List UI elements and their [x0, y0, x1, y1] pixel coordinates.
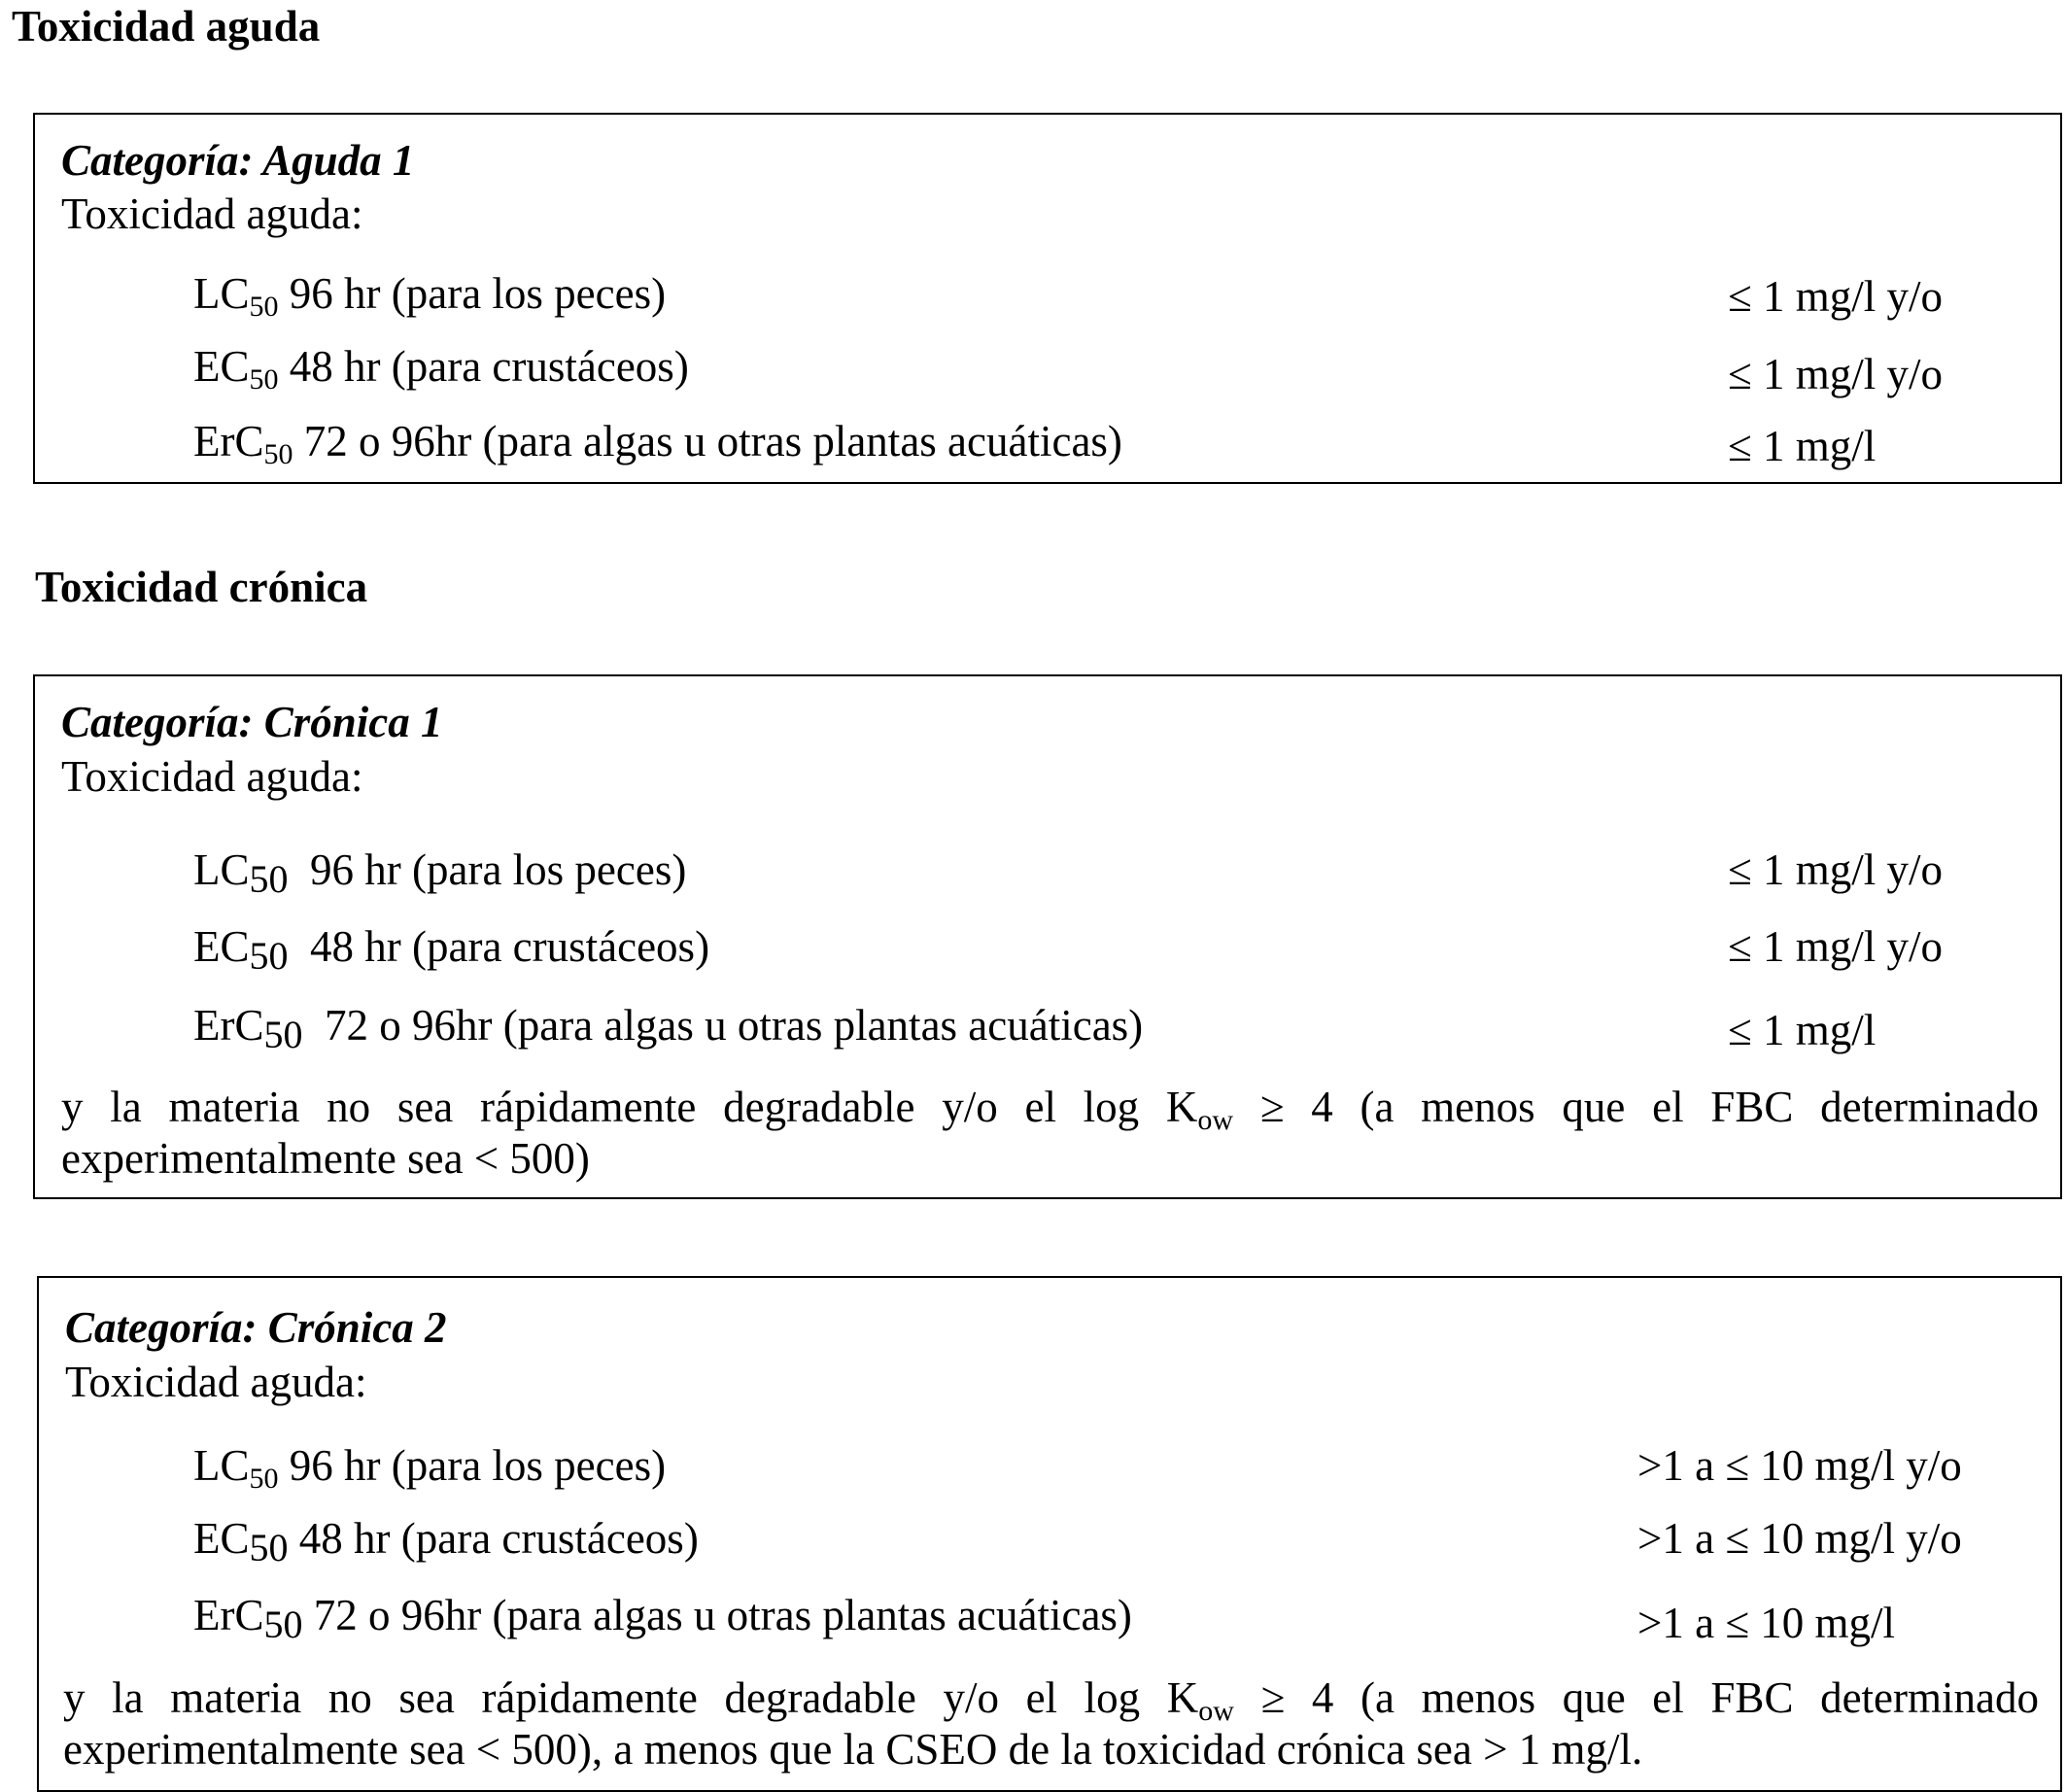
criterion-label-crustaceans: EC50 48 hr (para crustáceos): [193, 1514, 699, 1569]
criterion-value-crustaceans: >1 a ≤ 10 mg/l y/o: [1637, 1514, 1962, 1563]
criterion-label-algae: ErC50 72 o 96hr (para algas u otras plantas acuáticas): [193, 1591, 1132, 1646]
category-note: y la materia no sea rápidamente degradable y/o el $\log K_{ow} \ge 4$ (a menos que el FBC determinado experimentalmente sea < 500), a menos que la CSEO de la toxicidad crónica sea > 1 mg/l.: [63, 1673, 2039, 1774]
criterion-label-crustaceans: EC50 48 hr (para crustáceos): [193, 922, 710, 978]
category-title: Categoría: Crónica 1: [61, 698, 443, 746]
category-subtitle: Toxicidad aguda:: [61, 190, 363, 238]
criterion-value-algae: ≤ 1 mg/l: [1728, 1006, 1877, 1054]
criterion-label-fish: $LC_{50}$ 96 hr (para los peces): [193, 269, 667, 323]
category-note: y la materia no sea rápidamente degradable y/o el $\log K_{ow} \ge 4$ (a menos que el FBC determinado experimentalmente sea < 500): [61, 1083, 2040, 1183]
category-subtitle: Toxicidad aguda:: [65, 1358, 367, 1406]
criterion-label-fish: $LC_{50}$ 96 hr (para los peces): [193, 1441, 667, 1495]
category-subtitle: Toxicidad aguda:: [61, 752, 363, 801]
criterion-value-algae: >1 a ≤ 10 mg/l: [1637, 1599, 1896, 1647]
section-heading-chronic: Toxicidad crónica: [35, 563, 368, 611]
section-heading-acute: Toxicidad aguda: [12, 2, 321, 51]
category-title: Categoría: Aguda 1: [61, 136, 415, 185]
criterion-label-crustaceans: $EC_{50}$ 48 hr (para crustáceos): [193, 342, 689, 396]
criterion-label-algae: ErC$_{50}$ 72 o 96hr (para algas u otras plantas acuáticas): [193, 417, 1122, 470]
criterion-value-algae: ≤ 1 mg/l: [1728, 422, 1877, 470]
criterion-value-fish: >1 a ≤ 10 mg/l y/o: [1637, 1441, 1962, 1490]
criterion-value-fish: ≤ 1 mg/l y/o: [1728, 845, 1943, 894]
category-title: Categoría: Crónica 2: [65, 1303, 447, 1352]
criterion-label-algae: ErC50 72 o 96hr (para algas u otras plantas acuáticas): [193, 1001, 1144, 1056]
category-box-chronic-1: [33, 674, 2062, 1199]
category-box-chronic-2: [37, 1276, 2062, 1792]
criterion-label-fish: LC50 96 hr (para los peces): [193, 845, 687, 901]
criterion-value-crustaceans: ≤ 1 mg/l y/o: [1728, 922, 1943, 971]
criterion-value-fish: ≤ 1 mg/l y/o: [1728, 272, 1943, 321]
criterion-value-crustaceans: ≤ 1 mg/l y/o: [1728, 350, 1943, 398]
category-box-acute-1: [33, 113, 2062, 484]
